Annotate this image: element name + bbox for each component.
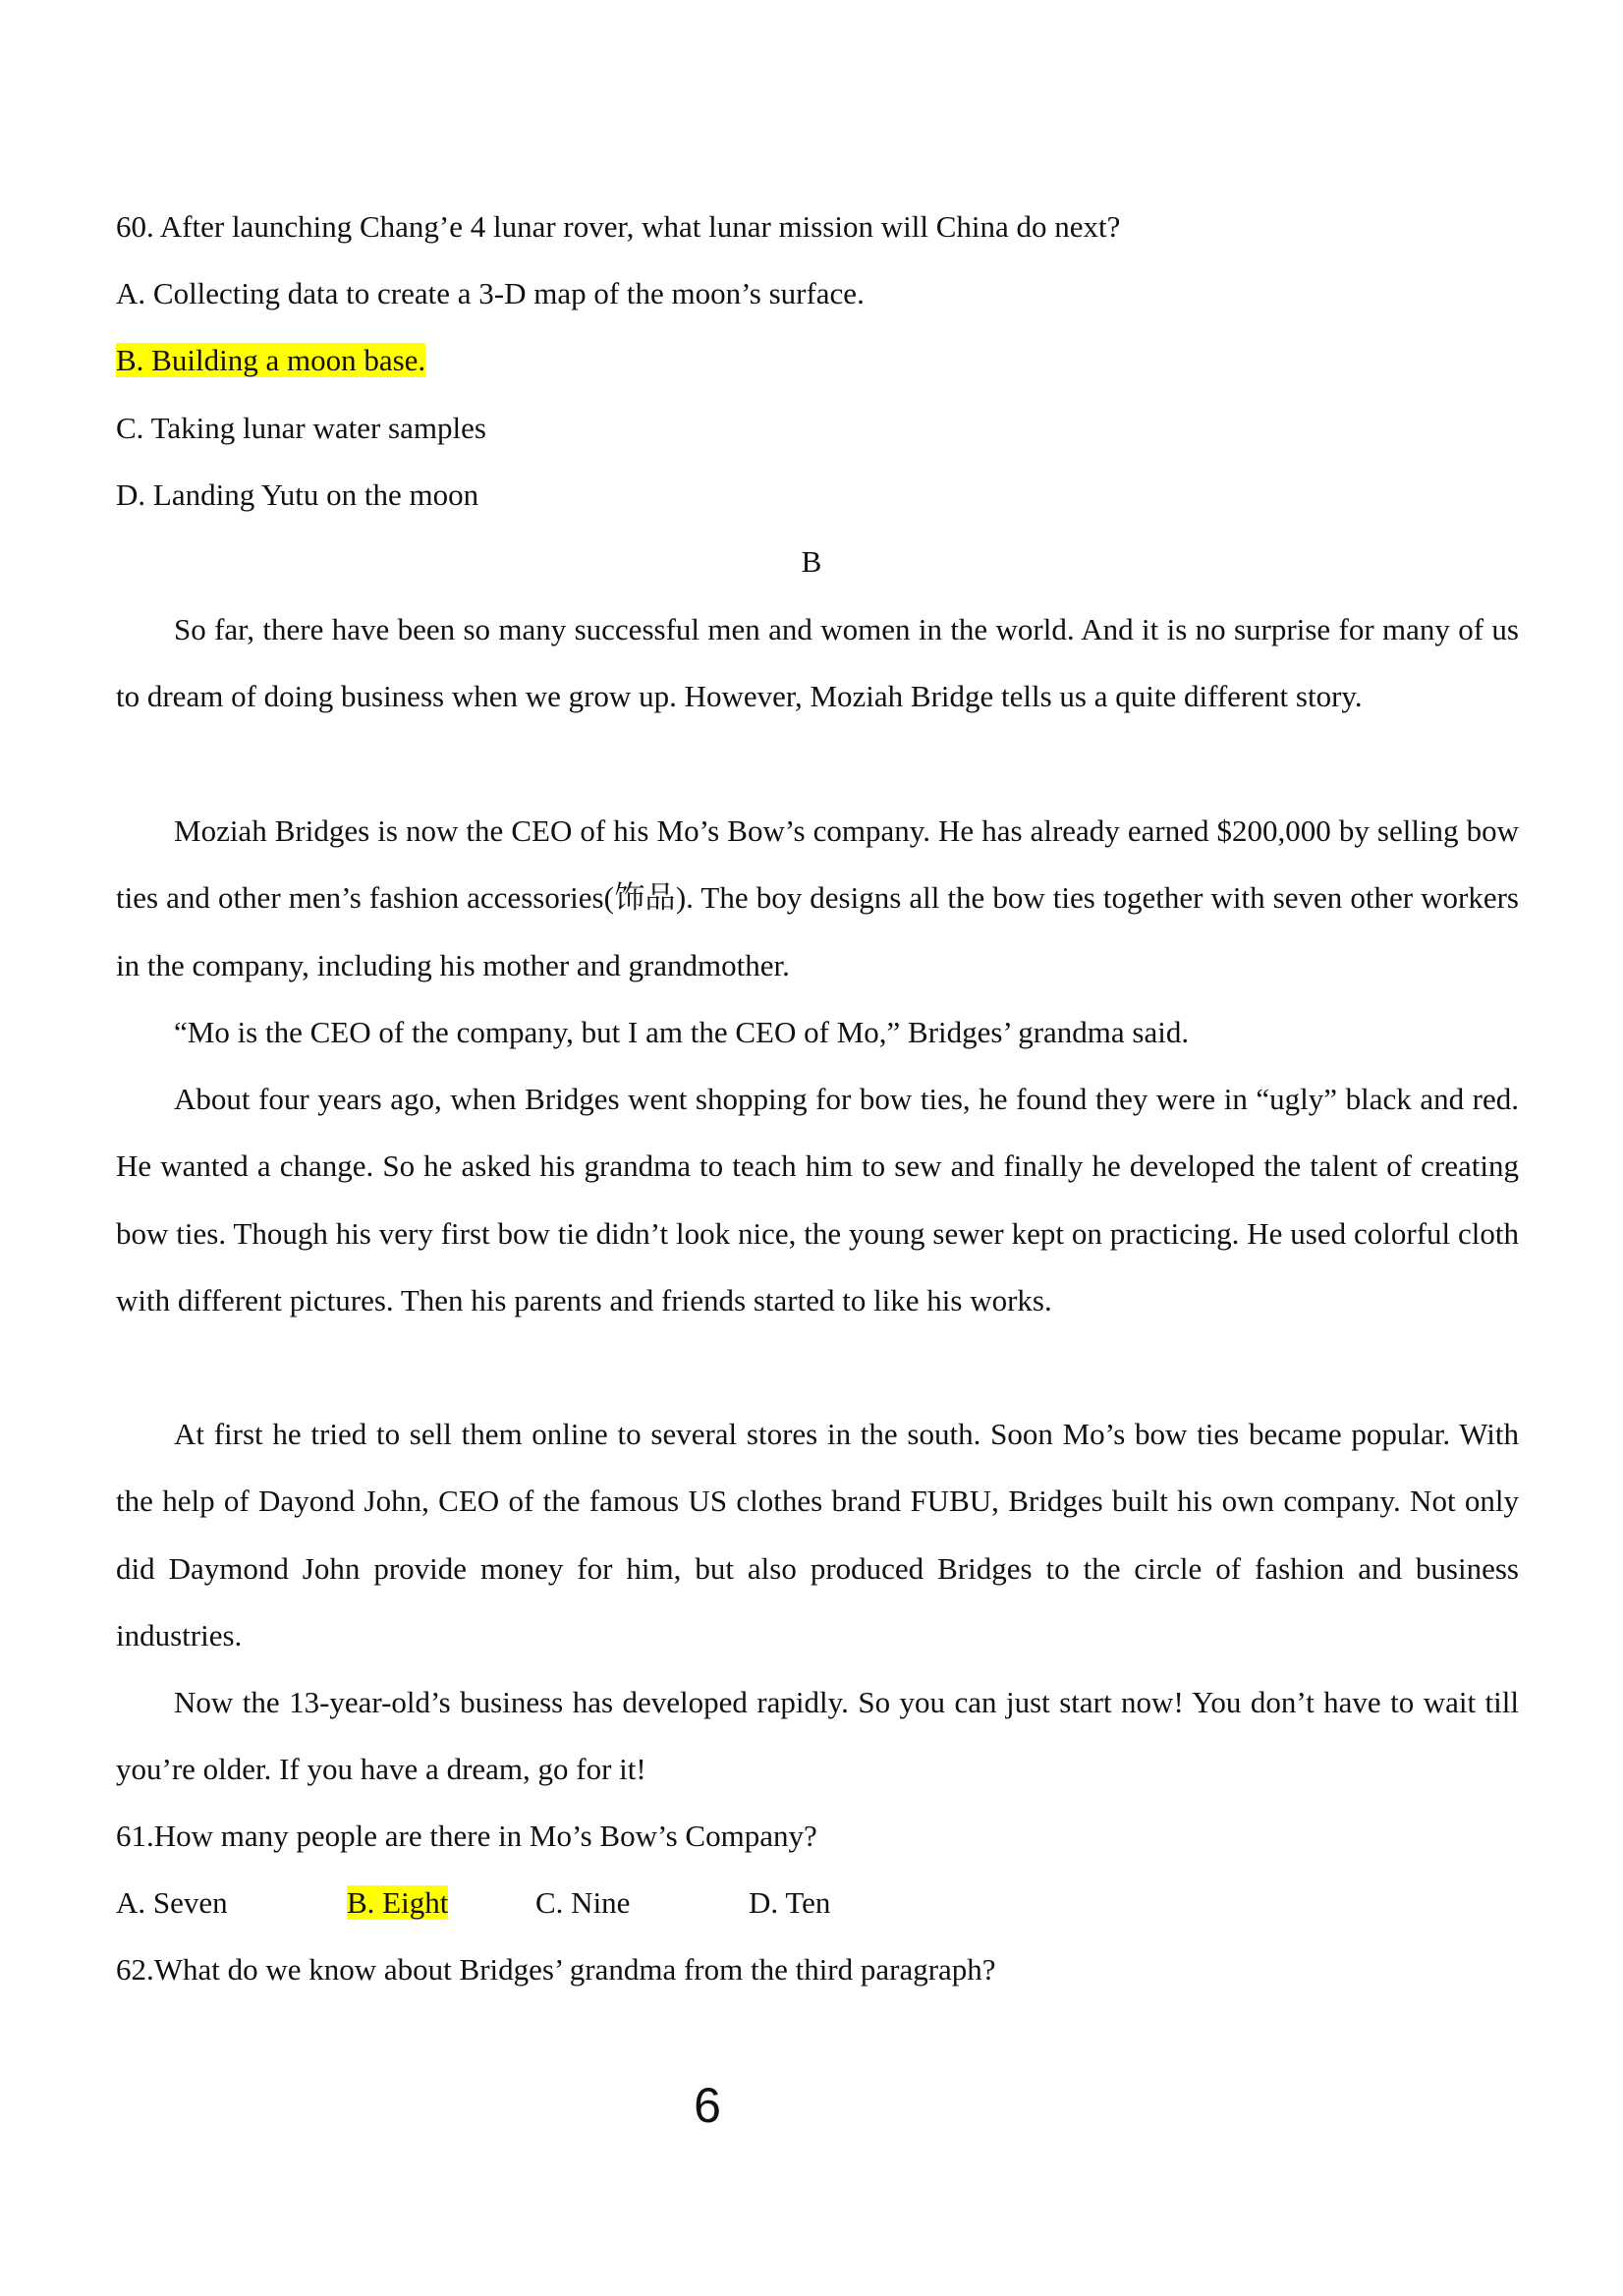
passage-paragraph-1: So far, there have been so many successful men and women in the world. And it is no surprise for many of us to dream of doing business when we grow up. However, Moziah Bridge tells us a quite different story. [116, 612, 1519, 714]
question-62-stem: 62.What do we know about Bridges’ grandma from the third paragraph? [116, 1952, 996, 1987]
question-61-stem: 61.How many people are there in Mo’s Bow’s Company? [116, 1819, 817, 1853]
option-text: A. Collecting data to create a 3-D map of the moon’s surface. [116, 276, 865, 310]
question-60-option-c [116, 409, 486, 448]
question-60-option-a [116, 274, 865, 313]
section-heading: B [801, 544, 822, 579]
passage-paragraph-5: At first he tried to sell them online to several stores in the south. Soon Mo’s bow ties became popular. With the help of Dayond John, CEO of the famous US clothes brand FUBU, Bridges built his own company. Not only did Daymond John provide money for him, but also produced Bridges to the circle of fashion and business industries. [116, 1417, 1519, 1652]
highlighted-answer: B. Building a moon base. [116, 343, 426, 377]
option-text: D. Landing Yutu on the moon [116, 477, 479, 512]
question-61-option-d [749, 1883, 830, 1923]
option-text: A. Seven [116, 1885, 228, 1920]
option-text: C. Nine [535, 1885, 631, 1920]
passage-paragraph-2: Moziah Bridges is now the CEO of his Mo’s Bow’s company. He has already earned $200,000 by selling bow ties and other men’s fashion accessories(饰品). The boy designs all the bow ties together with seven other workers in the company, including his mother and grandmother. [116, 813, 1519, 982]
question-60-stem: 60. After launching Chang’e 4 lunar rover, what lunar mission will China do next? [116, 209, 1121, 244]
question-61-option-b [347, 1883, 448, 1923]
passage-paragraph-3: “Mo is the CEO of the company, but I am the CEO of Mo,” Bridges’ grandma said. [174, 1015, 1190, 1049]
question-61-option-a [116, 1883, 228, 1923]
page-number: 6 [694, 2078, 721, 2133]
passage-paragraph-6: Now the 13-year-old’s business has developed rapidly. So you can just start now! You don’t have to wait till you’re older. If you have a dream, go for it! [116, 1685, 1519, 1787]
highlighted-answer: B. Eight [347, 1885, 449, 1920]
question-60-option-d [116, 476, 478, 515]
question-60-option-b [116, 341, 425, 380]
question-61-option-c [535, 1883, 630, 1923]
option-text: D. Ten [749, 1885, 831, 1920]
option-text: C. Taking lunar water samples [116, 411, 486, 445]
passage-paragraph-4: About four years ago, when Bridges went shopping for bow ties, he found they were in “ugly” black and red. He wanted a change. So he asked his grandma to teach him to sew and finally he developed the talent of creating bow ties. Though his very first bow tie didn’t look nice, the young sewer kept on practicing. He used colorful cloth with different pictures. Then his parents and friends started to like his works. [116, 1082, 1519, 1317]
